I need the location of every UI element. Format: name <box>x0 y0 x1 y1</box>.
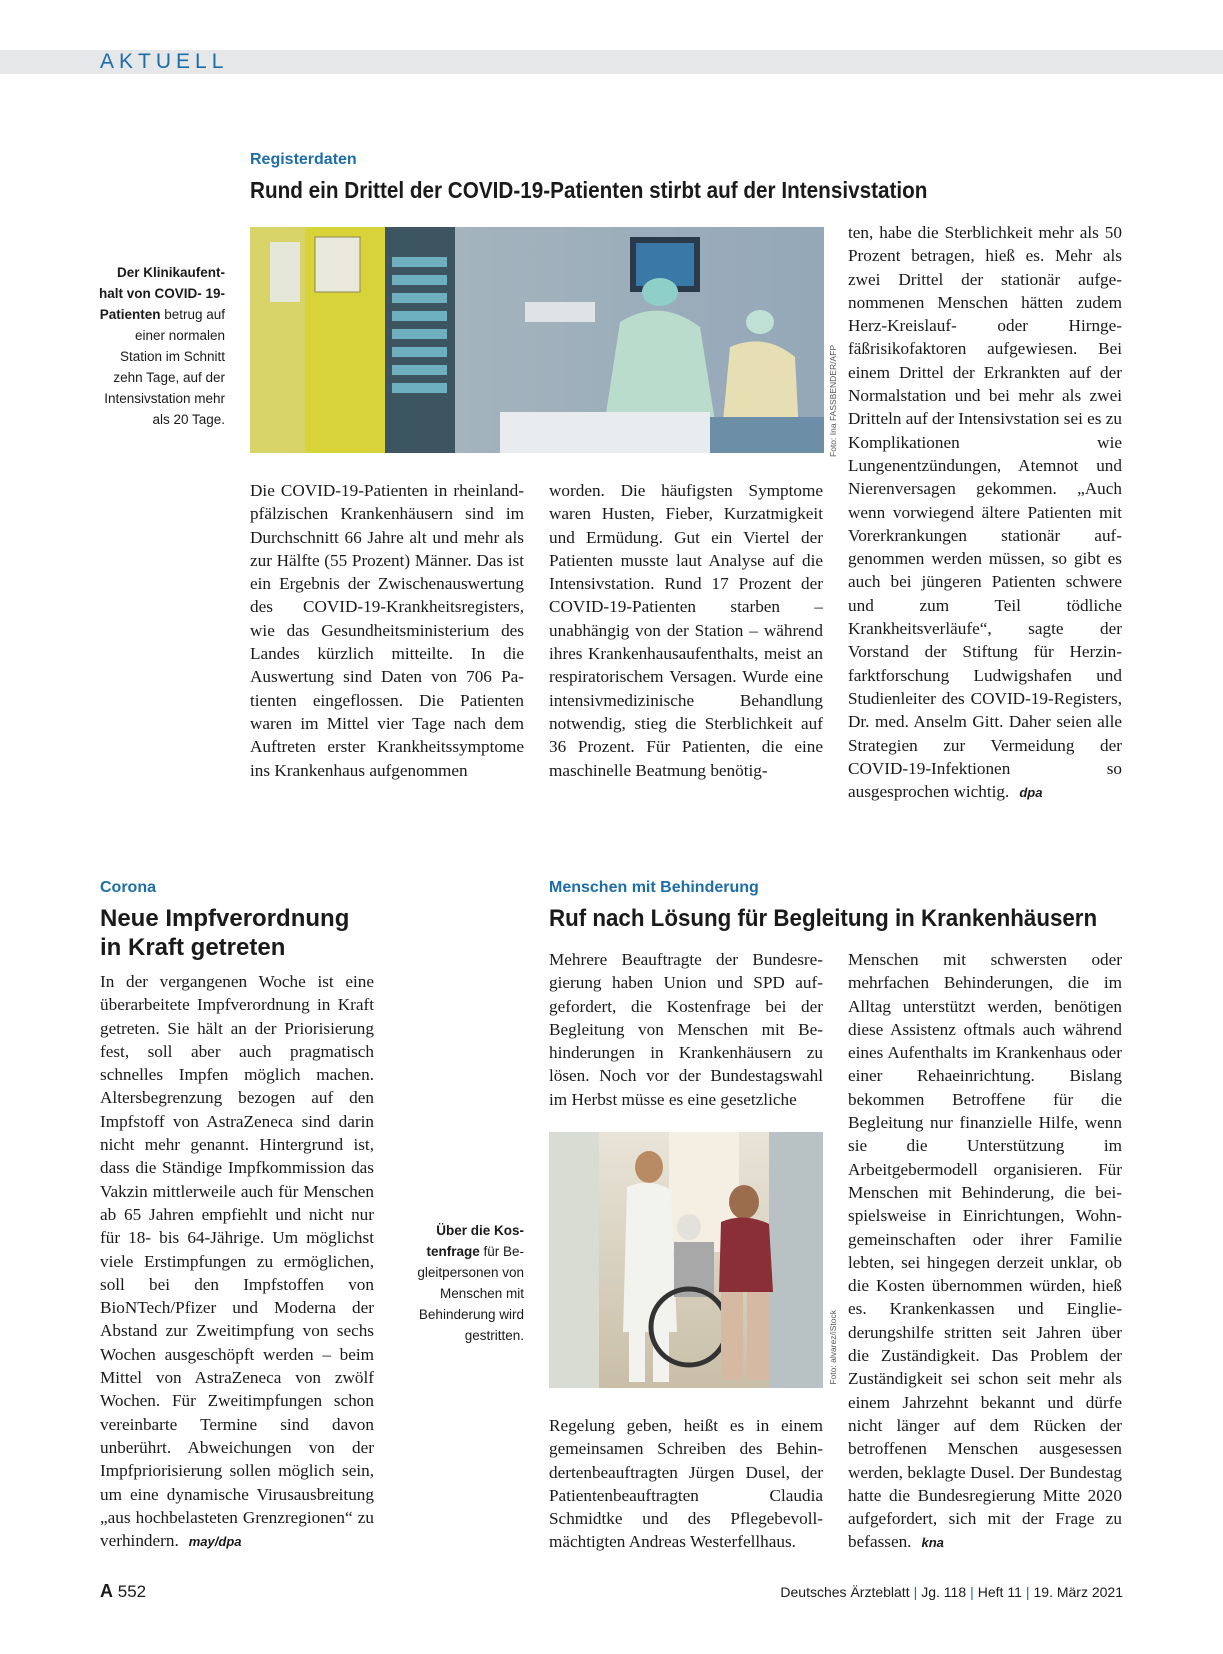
page-number <box>100 1580 146 1603</box>
article2-signature: may/dpa <box>188 1534 242 1550</box>
article1-caption-bold: Der Klinikaufent- halt von COVID- 19-Patienten <box>98 265 225 322</box>
article1-signature: dpa <box>1019 785 1043 801</box>
article3-column-1-bottom <box>549 1414 823 1554</box>
journal-volume: Jg. 118 <box>921 1584 967 1600</box>
article1-column-3 <box>848 221 1122 804</box>
article2-body: In der vergangenen Woche ist eine überarbeitete Impfverordnung in Kraft getreten. Sie hält an der Priorisierung fest, soll aber auch pragmatisch schnelles Impfen möglich machen. Altersbegrenzung bezogen auf den Impfstoff von AstraZeneca sind darin nicht mehr genannt. Hintergrund ist, dass die Ständige Impfkommission das Vakzin mittlerweile auch für Menschen ab 65 Jahren empfiehlt und nicht nur für 18- bis 64-Jährige. Um möglichst viele Erstimpfungen zu ermöglichen, soll bei den Impfstoffen von BioNTech/Pfizer und Moderna der Abstand zur Zweitimpfung von sechs Wochen ausgeschöpft werden – beim Mittel von AstraZeneca von zwölf Wochen. Für Zweitimpfungen schon vereinbarte Termine sind davon unberührt. Abweichungen von der Impfpriorisierung sollen möglich sein, um eine dynamische Virusausbreitung „aus hochbelasteten Grenzregionen“ zu verhindern. <box>100 972 374 1551</box>
article1-kicker: Registerdaten <box>250 151 357 168</box>
article3-photo-credit: Foto: alvarez/iStock <box>828 1310 838 1385</box>
article3-caption-text: für Begleitpersonen von Menschen mit Behinderung wird gestritten. <box>417 1244 524 1343</box>
article2-headline-line2: in Kraft getreten <box>100 934 286 961</box>
article2-headline-line1: Neue Impfverordnung <box>100 905 350 932</box>
section-label: AKTUELL <box>100 50 229 73</box>
article1-col3-text: ten, habe die Sterblichkeit mehr als 50 Prozent betragen, hieß es. Mehr als zwei Drittel der stationär aufgenommenen Menschen hätten zudem Herz-Kreislauf- oder Hirngefäßrisikofaktoren aufgewiesen. Bei einem Drittel der Erkrankten auf der Normalstation und bei mehr als zwei Dritteln auf der Intensivstation sei es zu Komplikationen wie Lungenentzündungen, Atemnot und Nierenversagen gekommen. „Auch wenn vorwiegend ältere Patienten mit Vorerkrankungen stationär aufgenommen werden müssen, so gibt es auch bei jüngeren Patienten schwere und zum Teil tödliche Krankheitsverläufe“, sagte der Vorstand der Stiftung für Herzinfarktforschung Ludwigshafen und Studienleiter des COVID-19-Registers, Dr. med. Anselm Gitt. Daher seien alle Strategien zur Vermeidung der COVID-19-Infektionen so ausgesprochen wichtig. <box>848 223 1122 802</box>
article3-caption-bold: Über die Kostenfrage <box>426 1223 524 1259</box>
journal-date: 19. März 2021 <box>1033 1584 1123 1600</box>
journal-footer: Deutsches Ärzteblatt | Jg. 118 | Heft 11 | 19. März 2021 <box>780 1584 1123 1600</box>
article1-caption <box>90 262 225 430</box>
journal-name: Deutsches Ärzteblatt <box>780 1584 910 1600</box>
page-prefix: A <box>100 1581 113 1601</box>
article1-col2-text: worden. Die häufigsten Symptome waren Husten, Fieber, Kurzatmigkeit und Ermüdung. Gut ein Viertel der Patienten musste laut Analyse auf die Intensivstation. Rund 17 Prozent der COVID-19-Patienten starben – unabhängig von der Station – während ihres Krankenhausaufenthalts, meist an respiratorischem Versagen. Wurde eine intensivmedizinische Behandlung notwendig, stieg die Sterblichkeit auf 36 Prozent. Für Patienten, die eine maschinelle Beatmung benötig- <box>549 481 823 780</box>
wheelchair-photo <box>549 1132 823 1388</box>
article3-col2-text: Menschen mit schwersten oder mehrfachen Behinderungen, die im Alltag unterstützt werden, benötigen diese Assistenz oftmals auch während eines Aufenthalts im Krankenhaus oder einer Rehaeinrichtung. Bislang bekommen Betroffene für die Begleitung nur finanzielle Hilfe, wenn sie die Unterstützung im Arbeitgebermodell organisieren. Für Menschen mit Behinderung, die beispielsweise in Einrichtungen, Wohngemeinschaften oder ihrer Familie lebten, sei hingegen derzeit unklar, ob die Kosten übernommen würden, hieß es. Krankenkassen und Eingliederungshilfe stritten seit Jahren über die Zuständigkeit. Das Problem der Zuständigkeit sei schon seit mehr als einem Jahrzehnt bekannt und dürfe nicht länger auf dem Rücken der betroffenen Menschen ausgesessen werden, beklagte Dusel. Der Bundestag hatte die Bundesregierung Mitte 2020 aufgefordert, sich mit der Frage zu befassen. <box>848 950 1122 1552</box>
article3-col1-bottom-text: Regelung geben, heißt es in einem gemeinsamen Schreiben des Behindertenbeauftragten Jürgen Dusel, der Patientenbeauftragten Claudia Schmidtke und des Pflegebevollmächtigten Andreas Westerfellhaus. <box>549 1416 823 1552</box>
article3-kicker: Menschen mit Behinderung <box>549 879 759 896</box>
article2-column <box>100 970 374 1553</box>
article3-column-2 <box>848 948 1122 1555</box>
article1-photo-credit: Foto: Ina FASSBENDER/AFP <box>828 345 838 457</box>
article2-kicker: Corona <box>100 879 156 896</box>
page-number-value: 552 <box>117 1582 147 1601</box>
article1-col1-text: Die COVID-19-Patienten in rheinland-pfälzischen Krankenhäusern sind im Durchschnitt 66 Jahre alt und mehr als zur Hälfte (55 Prozent) Männer. Das ist ein Ergebnis der Zwischenauswertung des COVID-19-Krankheitsregisters, wie das Gesundheitsministerium des Landes kürzlich mitteilte. In die Auswertung sind Daten von 706 Patienten eingeflossen. Die Patienten waren im Mittel vier Tage nach dem Auftreten erster Krankheitssymptome ins Krankenhaus aufgenommen <box>250 481 524 780</box>
article1-caption-text: betrug auf einer normalen Station im Schnitt zehn Tage, auf der Intensivstation mehr als 20 Tage. <box>104 307 225 427</box>
article3-caption <box>400 1220 524 1346</box>
article1-column-2 <box>549 479 823 782</box>
journal-issue: Heft 11 <box>977 1584 1022 1600</box>
article3-col1-top-text: Mehrere Beauftragte der Bundesregierung haben Union und SPD aufgefordert, die Kostenfrage bei der Begleitung von Menschen mit Behinderungen in Krankenhäusern zu lösen. Noch vor der Bundestagswahl im Herbst müsse es eine gesetzliche <box>549 950 823 1109</box>
icu-photo <box>250 227 824 453</box>
article3-signature: kna <box>921 1535 944 1551</box>
article2-headline <box>100 904 349 962</box>
article1-column-1 <box>250 479 524 782</box>
article1-headline: Rund ein Drittel der COVID-19-Patienten stirbt auf der Intensivstation <box>250 177 928 203</box>
article3-column-1-top <box>549 948 823 1111</box>
article3-headline: Ruf nach Lösung für Begleitung in Krankenhäusern <box>549 905 1098 932</box>
